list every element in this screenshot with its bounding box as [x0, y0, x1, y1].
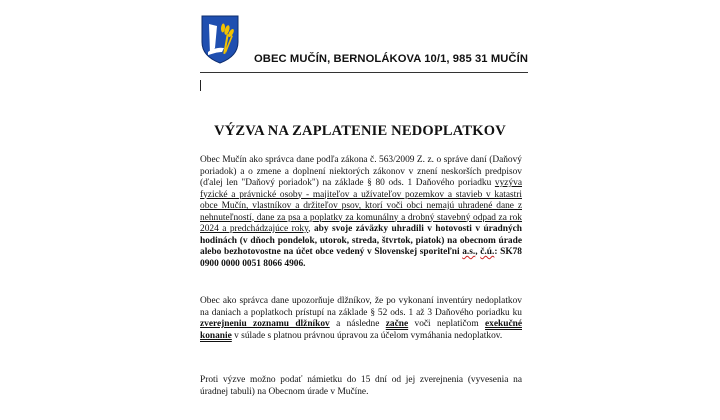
paragraph1-underlined-call: vyzýva fyzické a právnické osoby - majiteľov a užívateľov pozemkov a stavieb v katastri obce Mučín, vlastníkov a držiteľov psov, ktorí voči obci nemajú uhradené dane z nehnuteľností, dane za psa a poplatky za komunálny a drobný stavebný odpad za rok 2024 a predchádzajúce roky — [200, 178, 522, 234]
document-title: VÝZVA NA ZAPLATENIE NEDOPLATKOV — [214, 123, 506, 139]
paragraph2-part3: voči neplatičom — [408, 319, 486, 329]
start-proceedings-word: začne — [385, 319, 409, 329]
paragraph1-payment-instruction: aby svoje záväzky uhradili v hotovosti v úradných hodinách (v dňoch pondelok, utorok, streda, štvrtok, piatok) na obecnom úrade alebo bezhotovostne na účet obce vedený v Slovenskej sporiteľni — [200, 224, 523, 257]
paragraph-payment-call — [200, 155, 522, 270]
paragraph2-part4: v súlade s platnou právnou úpravou za účelom vymáhania nedoplatkov. — [231, 330, 503, 341]
paragraph-objection-notice: Proti výzve možno podať námietku do 15 dní od jej zverejnenia (vyvesenia na úradnej tabuli) na Obecnom úrade v Mučíne. — [200, 375, 522, 397]
debtor-list-publication: zverejneniu zoznamu dlžníkov — [200, 319, 330, 329]
paragraph1-account-gap: , — [475, 247, 481, 257]
text-cursor — [200, 80, 201, 91]
municipal-coat-of-arms-icon — [200, 14, 240, 64]
enforcement-proceedings: exekučné konanie — [200, 319, 522, 341]
paragraph-debtor-warning — [200, 296, 522, 342]
bank-abbreviation: a.s. — [462, 247, 476, 257]
paragraph1-intro: Obec Mučín ako správca dane podľa zákona č. 563/2009 Z. z. o správe daní (Daňový poriadok) a o zmene a doplnení niektorých zákonov v znení neskorších predpisov (ďalej len "Daňový poriadok") na základe § 80 ods. 1 Daňového poriadku — [200, 155, 522, 188]
header-divider — [200, 72, 528, 73]
account-label: č.ú. — [480, 247, 495, 257]
paragraph2-part1: Obec ako správca dane upozorňuje dlžníkov, že po vykonaní inventúry nedoplatkov na daniach a poplatkoch prístupí na základe § 52 ods. 1 až 3 Daňového poriadku ku — [200, 296, 522, 318]
paragraph1-separator: , — [308, 224, 314, 234]
account-number: : SK78 0900 0000 0051 8066 4906. — [200, 247, 522, 269]
municipality-address-line: OBEC MUČÍN, BERNOLÁKOVA 10/1, 985 31 MUČÍN — [254, 53, 528, 65]
paragraph2-part2: a následne — [329, 319, 386, 329]
